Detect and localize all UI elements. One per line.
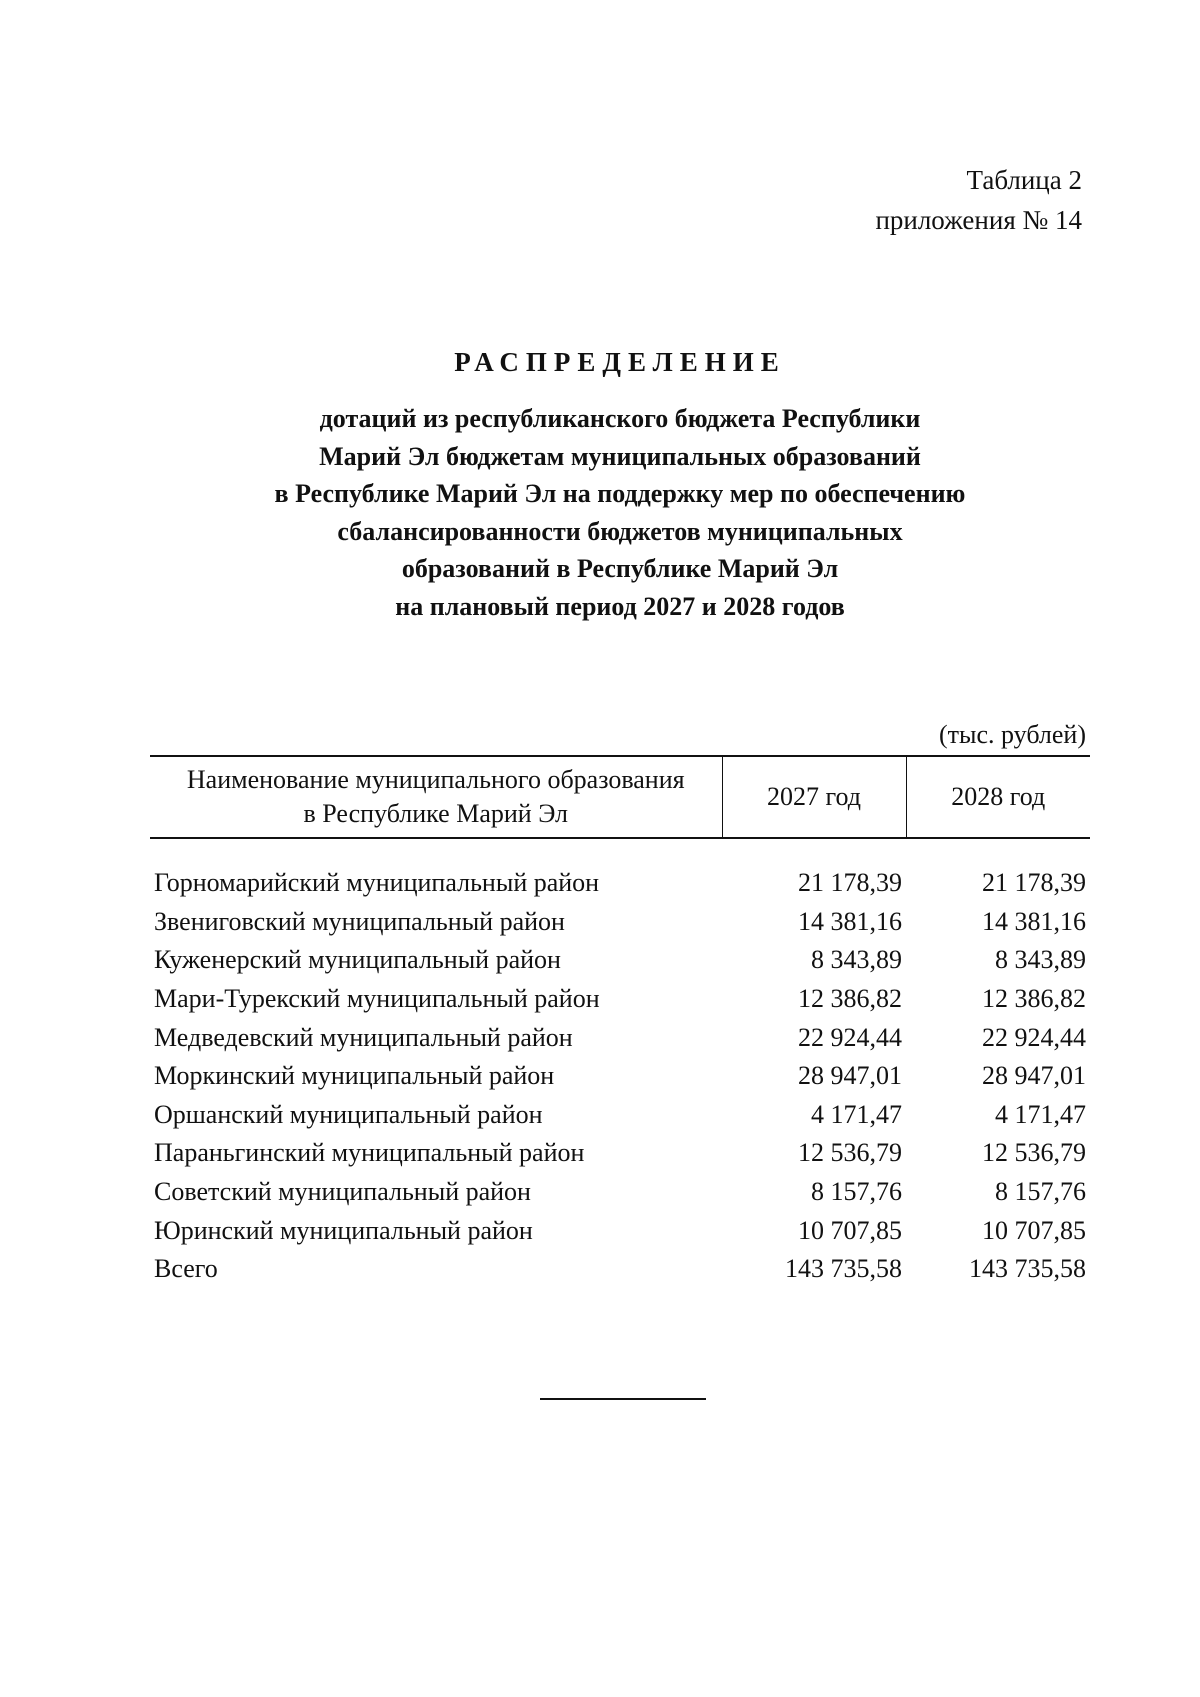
value-2027: 8 343,89 bbox=[811, 945, 902, 975]
municipality-name: Оршанский муниципальный район bbox=[154, 1099, 543, 1129]
column-header-2028: 2028 год bbox=[906, 756, 1090, 838]
units-label: (тыс. рублей) bbox=[938, 720, 1086, 749]
document-title: РАСПРЕДЕЛЕНИЕ bbox=[454, 347, 786, 377]
table-row bbox=[150, 864, 1090, 903]
value-2027: 4 171,47 bbox=[811, 1099, 902, 1129]
value-2027: 10 707,85 bbox=[798, 1215, 902, 1245]
value-2027: 28 947,01 bbox=[798, 1061, 902, 1091]
total-label: Всего bbox=[154, 1254, 218, 1284]
table-reference bbox=[875, 160, 1082, 240]
total-2027: 143 735,58 bbox=[785, 1254, 902, 1284]
column-header-2027: 2027 год bbox=[722, 756, 906, 838]
value-2028: 4 171,47 bbox=[995, 1099, 1086, 1129]
municipality-name: Мари-Турекский муниципальный район bbox=[154, 984, 600, 1014]
municipality-name: Советский муниципальный район bbox=[154, 1177, 531, 1207]
municipality-name: Горномарийский муниципальный район bbox=[154, 868, 600, 898]
municipality-name: Юринский муниципальный район bbox=[154, 1215, 533, 1245]
municipality-name: Звениговский муниципальный район bbox=[154, 906, 565, 936]
table-number: Таблица 2 bbox=[966, 165, 1082, 195]
subtitle-line: дотаций из республиканского бюджета Республики bbox=[319, 404, 921, 433]
distribution-table bbox=[150, 755, 1090, 1289]
total-2028: 143 735,58 bbox=[969, 1254, 1086, 1284]
value-2027: 14 381,16 bbox=[798, 906, 902, 936]
municipality-name: Параньгинский муниципальный район bbox=[154, 1138, 585, 1168]
table-row bbox=[150, 1057, 1090, 1096]
table-body bbox=[150, 864, 1090, 1289]
value-2028: 8 343,89 bbox=[995, 945, 1086, 975]
table-row bbox=[150, 941, 1090, 980]
value-2027: 22 924,44 bbox=[798, 1022, 902, 1052]
end-divider bbox=[540, 1398, 706, 1400]
table-row bbox=[150, 1211, 1090, 1250]
table-row bbox=[150, 1018, 1090, 1057]
value-2027: 12 536,79 bbox=[798, 1138, 902, 1168]
document-subtitle bbox=[0, 400, 1200, 625]
municipality-name: Куженерский муниципальный район bbox=[154, 945, 561, 975]
subtitle-line: на плановый период 2027 и 2028 годов bbox=[395, 591, 845, 621]
table-row bbox=[150, 980, 1090, 1019]
table-row bbox=[150, 1173, 1090, 1212]
column-header-name-line2: в Республике Марий Эл bbox=[303, 799, 568, 828]
subtitle-line: в Республике Марий Эл на поддержку мер по обеспечению bbox=[274, 479, 966, 508]
value-2028: 12 386,82 bbox=[982, 984, 1086, 1014]
appendix-number: приложения № 14 bbox=[875, 205, 1082, 235]
subtitle-line: образований в Республике Марий Эл bbox=[401, 554, 839, 583]
value-2028: 8 157,76 bbox=[995, 1177, 1086, 1207]
table-row bbox=[150, 1134, 1090, 1173]
value-2027: 12 386,82 bbox=[798, 984, 902, 1014]
table-row bbox=[150, 1096, 1090, 1135]
value-2028: 21 178,39 bbox=[982, 868, 1086, 898]
value-2027: 8 157,76 bbox=[811, 1177, 902, 1207]
value-2027: 21 178,39 bbox=[798, 868, 902, 898]
value-2028: 28 947,01 bbox=[982, 1061, 1086, 1091]
value-2028: 22 924,44 bbox=[982, 1022, 1086, 1052]
subtitle-line: сбалансированности бюджетов муниципальных bbox=[337, 516, 903, 546]
municipality-name: Медведевский муниципальный район bbox=[154, 1022, 573, 1052]
column-header-name bbox=[150, 756, 722, 838]
value-2028: 10 707,85 bbox=[982, 1215, 1086, 1245]
total-row bbox=[150, 1250, 1090, 1289]
subtitle-line: Марий Эл бюджетам муниципальных образований bbox=[319, 441, 921, 471]
value-2028: 14 381,16 bbox=[982, 906, 1086, 936]
table-header bbox=[150, 755, 1090, 839]
column-header-name-line1: Наименование муниципального образования bbox=[186, 765, 685, 794]
municipality-name: Моркинский муниципальный район bbox=[154, 1061, 555, 1091]
value-2028: 12 536,79 bbox=[982, 1138, 1086, 1168]
table-row bbox=[150, 903, 1090, 942]
